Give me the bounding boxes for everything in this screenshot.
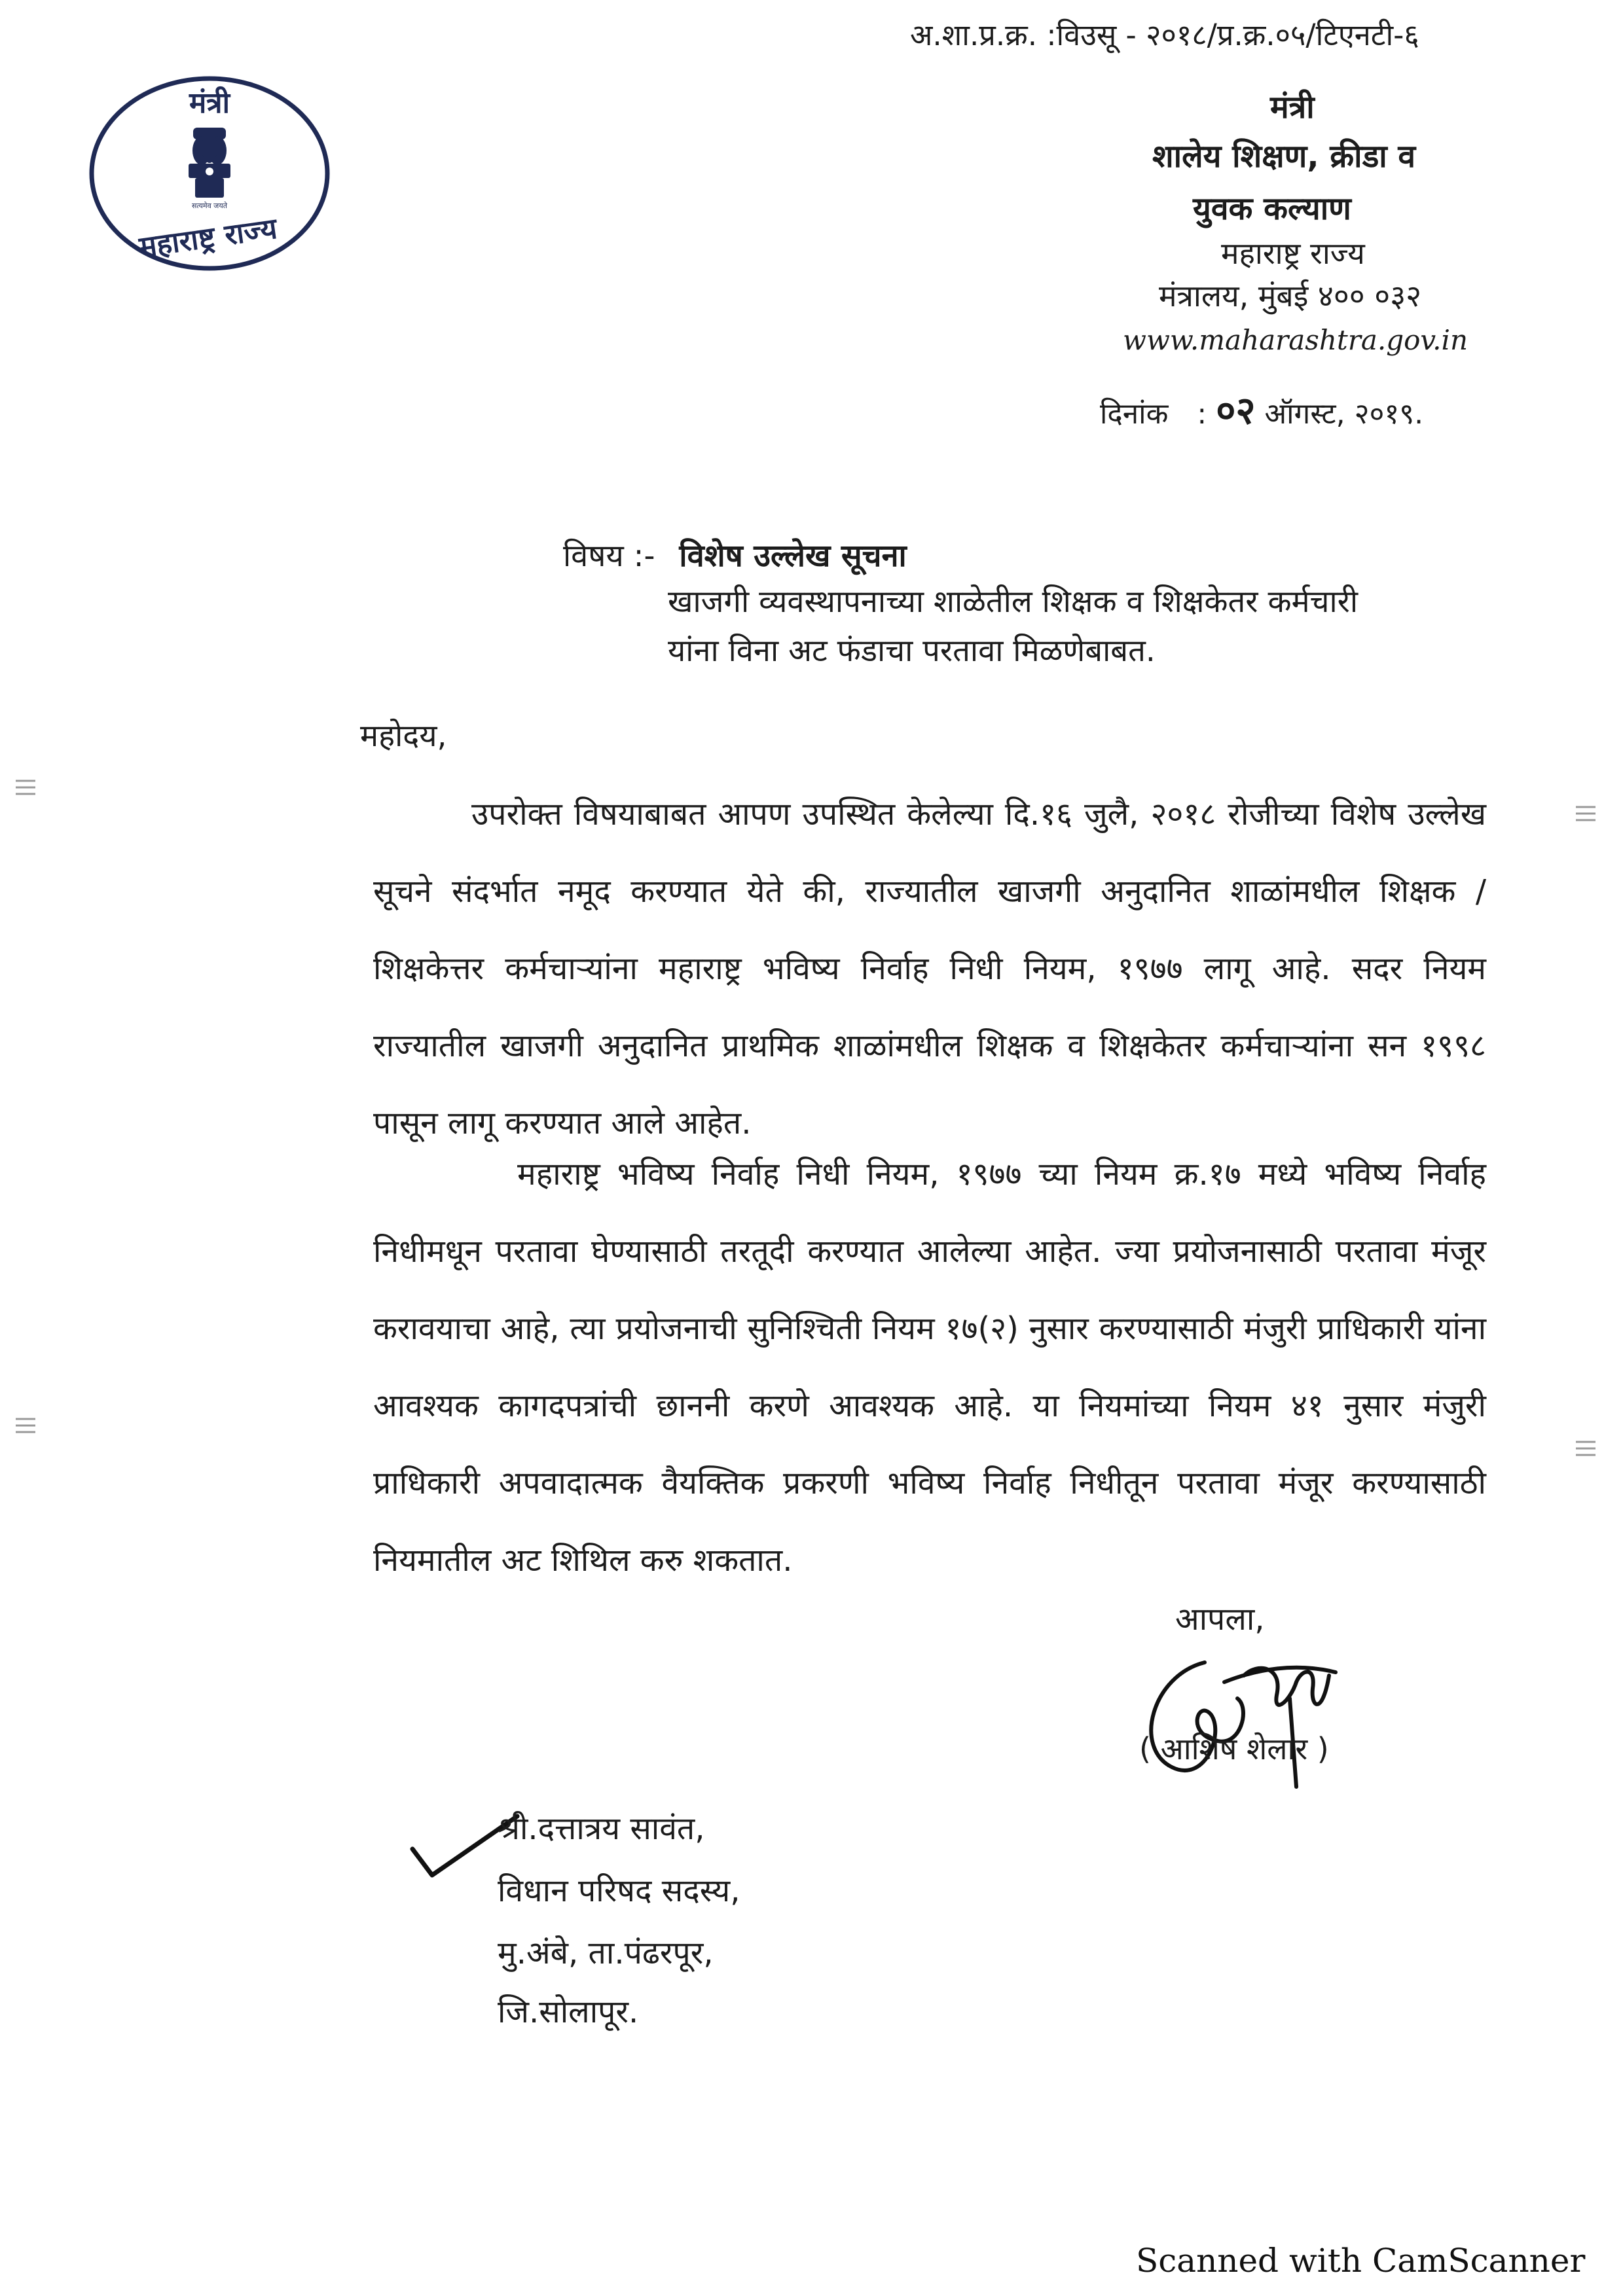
national-emblem-icon: [189, 128, 230, 198]
seal-bottom-text: महाराष्ट्र राज्य: [137, 211, 280, 264]
date-day: ०२: [1216, 388, 1256, 433]
body-paragraph-2: महाराष्ट्र भविष्य निर्वाह निधी नियम, १९७७ च्या नियम क्र.१७ मध्ये भविष्य निर्वाह निधीमधून परतावा घेण्यासाठी तरतूदी करण्यात आलेल्या आहेत. ज्या प्रयोजनासाठी परतावा मंजूर करावयाचा आहे, त्या प्रयोजनाची सुनिश्चिती नियम १७(२) नुसार करण्यासाठी मंजुरी प्राधिकारी यांना आवश्यक कागदपत्रांची छाननी करणे आवश्यक आहे. या नियमांच्या नियम ४१ नुसार मंजुरी प्राधिकारी अपवादात्मक वैयक्तिक प्रकरणी भविष्य निर्वाह निधीतून परतावा मंजूर करण्यासाठी नियमातील अट शिथिल करु शकतात.: [373, 1156, 1486, 1579]
addressee-line-1: श्री.दत्तात्रय सावंत,: [498, 1810, 705, 1847]
subject-label: विषय :-: [563, 538, 655, 574]
letterhead-state: महाराष्ट्र राज्य: [1221, 236, 1365, 271]
scanner-watermark: Scanned with CamScanner: [1136, 2242, 1586, 2280]
seal-emblem-caption: सत्यमेव जयते: [191, 202, 228, 210]
letterhead-website: www.maharashtra.gov.in: [1123, 324, 1468, 356]
seal-top-text: मंत्री: [189, 86, 230, 120]
subject-line-1: खाजगी व्यवस्थापनाच्या शाळेतील शिक्षक व शिक्षकेतर कर्मचारी: [668, 584, 1359, 620]
date-label: दिनांक: [1100, 397, 1169, 431]
letter-date: [1100, 383, 1423, 435]
reference-number: अ.शा.प्र.क्र. :विउसू - २०१८/प्र.क्र.०५/टिएनटी-६: [910, 18, 1419, 52]
date-separator: :: [1197, 397, 1207, 431]
signer-name: ( आशिष शेलार ): [1139, 1731, 1329, 1767]
subject-heading: [563, 533, 907, 575]
minister-seal: [85, 72, 334, 275]
body-paragraph-1: उपरोक्त विषयाबाबत आपण उपस्थित केलेल्या दि.१६ जुलै, २०१८ रोजीच्या विशेष उल्लेख सूचने संदर्भात नमूद करण्यात येते की, राज्यातील खाजगी अनुदानित शाळांमधील शिक्षक / शिक्षकेत्तर कर्मचाऱ्यांना महाराष्ट्र भविष्य निर्वाह निधी नियम, १९७७ लागू आहे. सदर नियम राज्यातील खाजगी अनुदानित प्राथमिक शाळांमधील शिक्षक व शिक्षकेतर कर्मचाऱ्यांना सन १९९८ पासून लागू करण्यात आले आहेत.: [373, 796, 1486, 1141]
punch-hole-mark: [1575, 802, 1597, 829]
subject-line-2: यांना विना अट फंडाचा परतावा मिळणेबाबत.: [668, 633, 1156, 669]
punch-hole-mark: [14, 776, 37, 803]
subject-title: विशेष उल्लेख सूचना: [679, 538, 907, 574]
punch-hole-mark: [1575, 1437, 1597, 1464]
letterhead-address: मंत्रालय, मुंबई ४०० ०३२: [1159, 278, 1422, 314]
letterhead-department-2: युवक कल्याण: [1193, 190, 1351, 227]
punch-hole-mark: [14, 1414, 37, 1441]
addressee-line-4: जि.सोलापूर.: [498, 1994, 639, 2030]
signature-icon: [1126, 1636, 1342, 1813]
letterhead-department: शालेय शिक्षण, क्रीडा व: [1152, 138, 1416, 175]
date-month-year: ऑगस्ट, २०१९.: [1264, 397, 1424, 431]
salutation: महोदय,: [360, 718, 447, 754]
closing: आपला,: [1175, 1601, 1265, 1638]
addressee-line-2: विधान परिषद सदस्य,: [498, 1873, 740, 1909]
letterhead-title: मंत्री: [1270, 89, 1315, 126]
addressee-line-3: मु.अंबे, ता.पंढरपूर,: [498, 1935, 714, 1971]
